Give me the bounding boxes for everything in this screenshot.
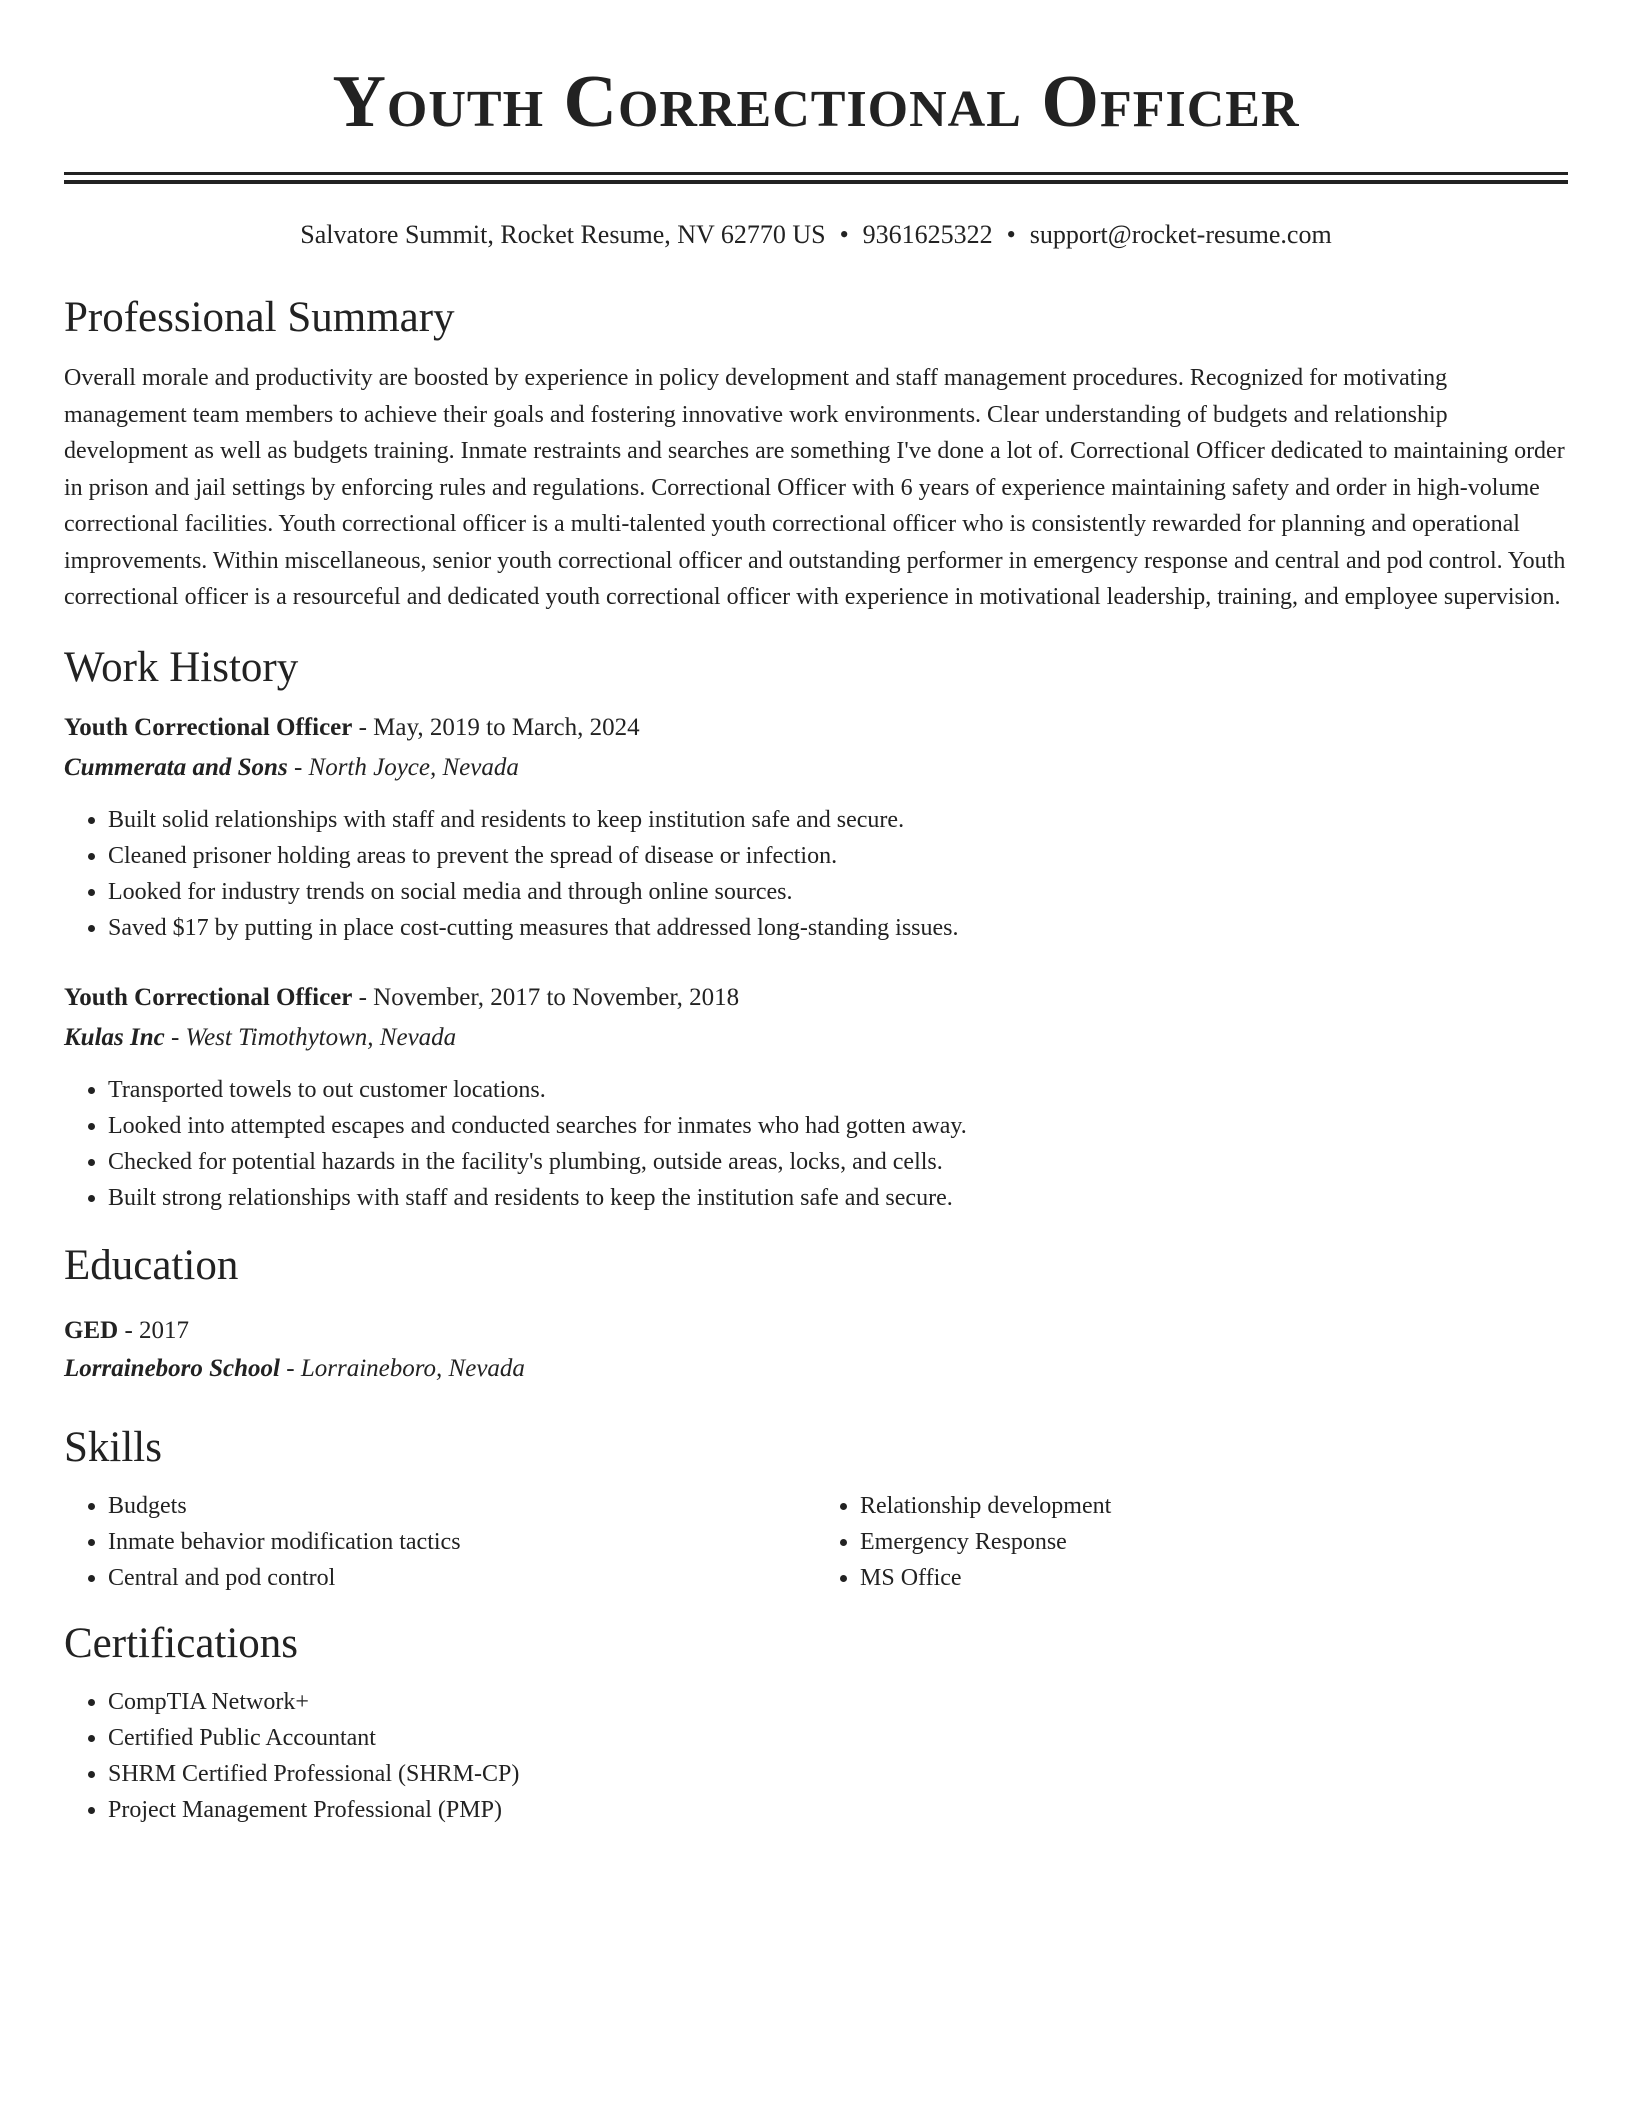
list-item: • SHRM Certified Professional (SHRM-CP)	[108, 1756, 1568, 1792]
header-divider-bottom	[64, 180, 1568, 184]
skills-section	[64, 1422, 1568, 1596]
skills-heading: Skills	[64, 1423, 162, 1471]
job-entry	[64, 978, 1568, 1216]
contact-address: Salvatore Summit, Rocket Resume, NV 62770 US	[300, 220, 826, 249]
job-duties-list	[64, 802, 1568, 946]
resume-name: Youth Correctional Officer	[332, 61, 1300, 143]
summary-section	[64, 292, 1568, 616]
list-item: • Project Management Professional (PMP)	[108, 1792, 1568, 1828]
list-item: • Checked for potential hazards in the facility's plumbing, outside areas, locks, and cells.	[108, 1144, 1568, 1180]
skills-list	[816, 1488, 1568, 1596]
list-item: • Built strong relationships with staff and residents to keep the institution safe and secure.	[108, 1180, 1568, 1216]
job-company: Cummerata and Sons	[64, 753, 288, 781]
summary-text: Overall morale and productivity are boosted by experience in policy development and staff management procedures. Recognized for motivating management team members to achieve their goals and fostering innovative work environments. Clear understanding of budgets and relationship development as well as budgets training. Inmate restraints and searches are something I've done a lot of. Correctional Officer dedicated to maintaining order in prison and jail settings by enforcing rules and regulations. Correctional Officer with 6 years of experience maintaining safety and order in high-volume correctional facilities. Youth correctional officer is a multi-talented youth correctional officer who is consistently rewarded for planning and operational improvements. Within miscellaneous, senior youth correctional officer and outstanding performer in emergency response and central and pod control. Youth correctional officer is a resourceful and dedicated youth correctional officer with experience in motivational leadership, training, and employee supervision.	[64, 365, 1566, 610]
skills-list	[64, 1488, 816, 1596]
list-item: • Looked into attempted escapes and conducted searches for inmates who had gotten away.	[108, 1108, 1568, 1144]
list-item: • CompTIA Network+	[108, 1684, 1568, 1720]
job-company: Kulas Inc	[64, 1023, 165, 1051]
job-location: - West Timothytown, Nevada	[164, 1023, 457, 1051]
education-heading: Education	[64, 1241, 239, 1289]
certifications-section	[64, 1618, 1568, 1828]
list-item: • Looked for industry trends on social media and through online sources.	[108, 874, 1568, 910]
list-item: • Inmate behavior modification tactics	[108, 1524, 816, 1560]
job-company-line	[64, 1018, 1568, 1058]
job-duties-list	[64, 1072, 1568, 1216]
education-location: - Lorraineboro, Nevada	[280, 1354, 525, 1382]
education-section	[64, 1240, 1568, 1388]
list-item: • Transported towels to out customer locations.	[108, 1072, 1568, 1108]
list-item: • Built solid relationships with staff and residents to keep institution safe and secure.	[108, 802, 1568, 838]
work-history-heading: Work History	[64, 643, 299, 691]
education-degree-line	[64, 1312, 1568, 1350]
list-item: • Central and pod control	[108, 1560, 816, 1596]
list-item: • Budgets	[108, 1488, 816, 1524]
skills-grid	[64, 1488, 1568, 1596]
list-item: • Relationship development	[860, 1488, 1568, 1524]
job-title-line	[64, 708, 1568, 748]
contact-separator: •	[839, 220, 849, 249]
education-year: - 2017	[118, 1316, 190, 1344]
education-entry	[64, 1312, 1568, 1388]
contact-phone: 9361625322	[862, 220, 993, 249]
job-dates: - May, 2019 to March, 2024	[352, 713, 640, 741]
job-company-line	[64, 748, 1568, 788]
skills-column-right	[816, 1488, 1568, 1596]
education-school: Lorraineboro School	[64, 1354, 281, 1382]
contact-email: support@rocket-resume.com	[1029, 220, 1332, 249]
education-degree: GED	[64, 1316, 119, 1344]
job-location: - North Joyce, Nevada	[287, 753, 519, 781]
contact-line	[64, 218, 1568, 252]
job-dates: - November, 2017 to November, 2018	[352, 983, 740, 1011]
certifications-heading: Certifications	[64, 1619, 299, 1667]
job-title-line	[64, 978, 1568, 1018]
list-item: • MS Office	[860, 1560, 1568, 1596]
list-item: • Certified Public Accountant	[108, 1720, 1568, 1756]
summary-heading: Professional Summary	[64, 294, 455, 341]
education-school-line	[64, 1350, 1568, 1388]
job-title: Youth Correctional Officer	[64, 983, 353, 1011]
certifications-list	[64, 1684, 1568, 1828]
contact-separator: •	[1006, 220, 1016, 249]
job-entry	[64, 708, 1568, 946]
job-title: Youth Correctional Officer	[64, 713, 353, 741]
header-divider-top	[64, 172, 1568, 175]
list-item: • Emergency Response	[860, 1524, 1568, 1560]
list-item: • Cleaned prisoner holding areas to prevent the spread of disease or infection.	[108, 838, 1568, 874]
skills-column-left	[64, 1488, 816, 1596]
list-item: • Saved $17 by putting in place cost-cutting measures that addressed long-standing issues.	[108, 910, 1568, 946]
work-history-section	[64, 642, 1568, 1216]
